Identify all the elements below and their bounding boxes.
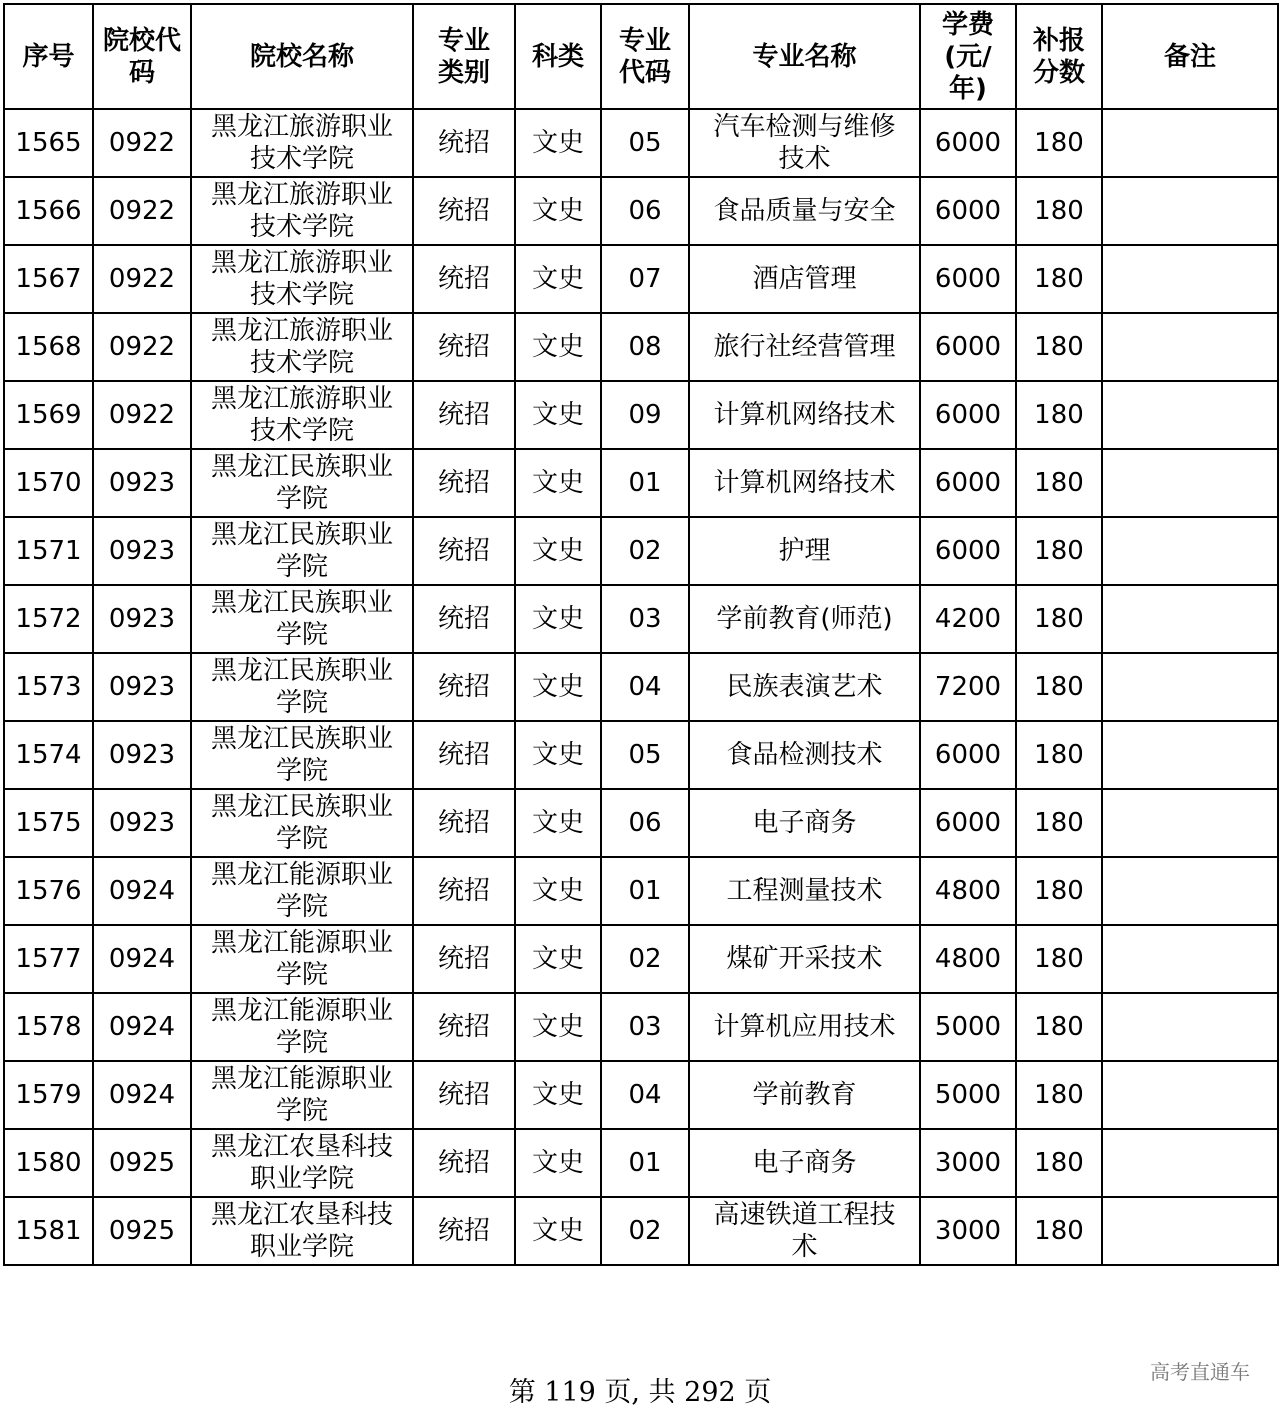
cell-note — [1102, 653, 1278, 721]
cell-seq: 1575 — [4, 789, 93, 857]
cell-score: 180 — [1016, 993, 1102, 1061]
cell-major-code: 03 — [601, 993, 689, 1061]
table-body — [4, 109, 1278, 1265]
cell-major-code: 01 — [601, 449, 689, 517]
cell-fee: 5000 — [920, 993, 1016, 1061]
header-line: 备注 — [1163, 41, 1216, 72]
cell-school-name-line: 学院 — [275, 1028, 328, 1058]
cell-score: 180 — [1016, 721, 1102, 789]
cell-school-name — [191, 381, 413, 449]
header-major-name — [689, 4, 920, 109]
header-line: 代码 — [618, 57, 671, 88]
cell-school-name — [191, 1197, 413, 1265]
cell-fee: 6000 — [920, 109, 1016, 177]
cell-category: 文史 — [515, 109, 601, 177]
cell-school-code: 0922 — [93, 109, 191, 177]
cell-note — [1102, 721, 1278, 789]
cell-note — [1102, 925, 1278, 993]
cell-major-name — [689, 721, 920, 789]
cell-category: 文史 — [515, 1061, 601, 1129]
cell-category: 文史 — [515, 449, 601, 517]
cell-school-name — [191, 517, 413, 585]
cell-score: 180 — [1016, 585, 1102, 653]
cell-major-name — [689, 177, 920, 245]
cell-note — [1102, 789, 1278, 857]
table-row — [4, 449, 1278, 517]
cell-score: 180 — [1016, 1197, 1102, 1265]
cell-major-code: 09 — [601, 381, 689, 449]
cell-fee: 4200 — [920, 585, 1016, 653]
cell-school-name — [191, 109, 413, 177]
cell-school-code: 0923 — [93, 721, 191, 789]
cell-seq: 1568 — [4, 313, 93, 381]
cell-note — [1102, 585, 1278, 653]
cell-category: 文史 — [515, 993, 601, 1061]
cell-category: 文史 — [515, 313, 601, 381]
cell-major-type: 统招 — [413, 585, 515, 653]
cell-seq: 1581 — [4, 1197, 93, 1265]
cell-note — [1102, 313, 1278, 381]
cell-major-type: 统招 — [413, 245, 515, 313]
cell-major-type: 统招 — [413, 1197, 515, 1265]
cell-major-code: 07 — [601, 245, 689, 313]
cell-school-name-line: 黑龙江民族职业 — [210, 588, 393, 618]
cell-major-code: 04 — [601, 1061, 689, 1129]
cell-seq: 1567 — [4, 245, 93, 313]
cell-category: 文史 — [515, 381, 601, 449]
cell-major-code: 06 — [601, 789, 689, 857]
cell-major-name-line: 学前教育 — [752, 1080, 857, 1110]
cell-score: 180 — [1016, 517, 1102, 585]
cell-school-name — [191, 993, 413, 1061]
cell-seq: 1570 — [4, 449, 93, 517]
header-line: 科类 — [531, 41, 584, 72]
cell-major-name-line: 酒店管理 — [752, 264, 857, 294]
cell-school-code: 0924 — [93, 857, 191, 925]
page-footer: 第 119 页, 共 292 页 — [508, 1377, 772, 1408]
cell-major-name — [689, 653, 920, 721]
cell-seq: 1565 — [4, 109, 93, 177]
cell-note — [1102, 1197, 1278, 1265]
cell-major-name — [689, 925, 920, 993]
cell-school-name — [191, 177, 413, 245]
cell-school-name-line: 黑龙江能源职业 — [210, 860, 393, 890]
cell-school-name-line: 黑龙江民族职业 — [210, 792, 393, 822]
cell-seq: 1569 — [4, 381, 93, 449]
cell-school-name — [191, 585, 413, 653]
cell-school-name-line: 学院 — [275, 688, 328, 718]
cell-school-name-line: 黑龙江旅游职业 — [210, 248, 393, 278]
cell-major-name-line: 民族表演艺术 — [726, 672, 883, 702]
cell-category: 文史 — [515, 925, 601, 993]
cell-major-name-line: 食品质量与安全 — [713, 196, 896, 226]
cell-seq: 1566 — [4, 177, 93, 245]
table-row — [4, 1197, 1278, 1265]
cell-school-name-line: 学院 — [275, 892, 328, 922]
cell-school-name — [191, 721, 413, 789]
cell-major-name-line: 工程测量技术 — [726, 876, 883, 906]
cell-fee: 6000 — [920, 517, 1016, 585]
cell-category: 文史 — [515, 789, 601, 857]
cell-note — [1102, 109, 1278, 177]
cell-note — [1102, 177, 1278, 245]
cell-school-name-line: 黑龙江农垦科技 — [210, 1132, 393, 1162]
cell-school-code: 0925 — [93, 1197, 191, 1265]
table-row — [4, 857, 1278, 925]
cell-school-name-line: 黑龙江旅游职业 — [210, 384, 393, 414]
cell-seq: 1578 — [4, 993, 93, 1061]
table-row — [4, 313, 1278, 381]
header-note — [1102, 4, 1278, 109]
cell-school-name — [191, 653, 413, 721]
cell-school-code: 0923 — [93, 653, 191, 721]
cell-school-name — [191, 313, 413, 381]
cell-school-name-line: 黑龙江旅游职业 — [210, 180, 393, 210]
cell-school-name — [191, 857, 413, 925]
cell-major-name-line: 术 — [791, 1232, 818, 1262]
cell-school-name — [191, 789, 413, 857]
cell-score: 180 — [1016, 1061, 1102, 1129]
table-row — [4, 925, 1278, 993]
cell-school-name-line: 学院 — [275, 484, 328, 514]
cell-score: 180 — [1016, 313, 1102, 381]
header-category — [515, 4, 601, 109]
cell-fee: 6000 — [920, 177, 1016, 245]
cell-major-type: 统招 — [413, 109, 515, 177]
cell-note — [1102, 857, 1278, 925]
header-line: 类别 — [437, 57, 490, 88]
cell-major-name — [689, 1197, 920, 1265]
cell-school-name-line: 黑龙江能源职业 — [210, 1064, 393, 1094]
table-row — [4, 993, 1278, 1061]
header-line: 年) — [949, 73, 987, 104]
cell-school-name-line: 技术学院 — [249, 280, 354, 310]
table-row — [4, 177, 1278, 245]
cell-category: 文史 — [515, 653, 601, 721]
cell-seq: 1577 — [4, 925, 93, 993]
cell-score: 180 — [1016, 925, 1102, 993]
cell-school-code: 0924 — [93, 925, 191, 993]
cell-fee: 6000 — [920, 381, 1016, 449]
cell-major-type: 统招 — [413, 313, 515, 381]
admission-table — [3, 3, 1279, 1266]
cell-category: 文史 — [515, 857, 601, 925]
table-row — [4, 721, 1278, 789]
cell-major-name — [689, 517, 920, 585]
cell-major-name — [689, 1129, 920, 1197]
cell-school-code: 0923 — [93, 449, 191, 517]
cell-major-type: 统招 — [413, 1061, 515, 1129]
cell-school-code: 0922 — [93, 177, 191, 245]
cell-note — [1102, 517, 1278, 585]
cell-school-code: 0923 — [93, 585, 191, 653]
cell-school-name — [191, 1129, 413, 1197]
cell-school-code: 0925 — [93, 1129, 191, 1197]
header-major-code — [601, 4, 689, 109]
cell-score: 180 — [1016, 857, 1102, 925]
cell-major-name-line: 计算机网络技术 — [713, 400, 896, 430]
cell-major-name-line: 高速铁道工程技 — [713, 1200, 896, 1230]
cell-note — [1102, 245, 1278, 313]
header-line: 补报 — [1032, 25, 1085, 56]
cell-school-name — [191, 245, 413, 313]
header-school-name — [191, 4, 413, 109]
header-line: 专业 — [437, 25, 490, 56]
cell-category: 文史 — [515, 585, 601, 653]
cell-school-name — [191, 449, 413, 517]
cell-seq: 1579 — [4, 1061, 93, 1129]
cell-school-name-line: 学院 — [275, 824, 328, 854]
cell-major-name — [689, 993, 920, 1061]
cell-major-code: 01 — [601, 857, 689, 925]
cell-school-name — [191, 1061, 413, 1129]
cell-fee: 6000 — [920, 449, 1016, 517]
cell-major-type: 统招 — [413, 381, 515, 449]
cell-major-name-line: 学前教育(师范) — [716, 604, 893, 634]
table-row — [4, 1129, 1278, 1197]
cell-major-type: 统招 — [413, 925, 515, 993]
cell-fee: 3000 — [920, 1197, 1016, 1265]
cell-major-type: 统招 — [413, 449, 515, 517]
cell-fee: 7200 — [920, 653, 1016, 721]
cell-category: 文史 — [515, 517, 601, 585]
header-line: 学费 — [941, 9, 994, 40]
cell-school-name-line: 黑龙江民族职业 — [210, 520, 393, 550]
cell-major-type: 统招 — [413, 993, 515, 1061]
cell-school-code: 0922 — [93, 245, 191, 313]
cell-seq: 1573 — [4, 653, 93, 721]
cell-school-name-line: 黑龙江民族职业 — [210, 452, 393, 482]
cell-major-name-line: 电子商务 — [752, 808, 857, 838]
cell-fee: 6000 — [920, 245, 1016, 313]
cell-fee: 4800 — [920, 857, 1016, 925]
cell-score: 180 — [1016, 1129, 1102, 1197]
cell-seq: 1571 — [4, 517, 93, 585]
table-row — [4, 109, 1278, 177]
cell-school-name-line: 黑龙江农垦科技 — [210, 1200, 393, 1230]
cell-major-type: 统招 — [413, 857, 515, 925]
header-line: 院校代 — [102, 25, 181, 56]
cell-note — [1102, 1129, 1278, 1197]
cell-major-type: 统招 — [413, 1129, 515, 1197]
cell-fee: 6000 — [920, 789, 1016, 857]
cell-school-name-line: 黑龙江能源职业 — [210, 928, 393, 958]
table-row — [4, 517, 1278, 585]
cell-major-name — [689, 109, 920, 177]
cell-school-name-line: 技术学院 — [249, 348, 354, 378]
cell-major-name-line: 旅行社经营管理 — [713, 332, 896, 362]
table-header-row — [4, 4, 1278, 109]
cell-note — [1102, 993, 1278, 1061]
cell-school-name-line: 黑龙江旅游职业 — [210, 112, 393, 142]
cell-major-name-line: 计算机应用技术 — [713, 1012, 896, 1042]
cell-school-name-line: 黑龙江旅游职业 — [210, 316, 393, 346]
cell-major-name — [689, 381, 920, 449]
cell-seq: 1576 — [4, 857, 93, 925]
cell-note — [1102, 449, 1278, 517]
header-major-type — [413, 4, 515, 109]
cell-major-name-line: 煤矿开采技术 — [726, 944, 883, 974]
cell-school-name-line: 技术学院 — [249, 212, 354, 242]
cell-category: 文史 — [515, 721, 601, 789]
header-seq — [4, 4, 93, 109]
cell-school-name-line: 职业学院 — [249, 1164, 354, 1194]
cell-score: 180 — [1016, 245, 1102, 313]
header-line: 专业 — [618, 25, 671, 56]
cell-major-name — [689, 585, 920, 653]
cell-seq: 1572 — [4, 585, 93, 653]
cell-major-code: 05 — [601, 109, 689, 177]
cell-seq: 1574 — [4, 721, 93, 789]
cell-major-code: 08 — [601, 313, 689, 381]
cell-score: 180 — [1016, 109, 1102, 177]
cell-fee: 6000 — [920, 721, 1016, 789]
cell-category: 文史 — [515, 1129, 601, 1197]
table-row — [4, 1061, 1278, 1129]
header-line: 分数 — [1032, 57, 1085, 88]
cell-major-name-line: 食品检测技术 — [726, 740, 883, 770]
header-line: 序号 — [22, 41, 75, 72]
cell-category: 文史 — [515, 1197, 601, 1265]
cell-fee: 3000 — [920, 1129, 1016, 1197]
cell-major-code: 02 — [601, 1197, 689, 1265]
header-school-code — [93, 4, 191, 109]
cell-major-name — [689, 1061, 920, 1129]
cell-major-type: 统招 — [413, 653, 515, 721]
cell-major-name-line: 护理 — [778, 536, 831, 566]
cell-major-code: 01 — [601, 1129, 689, 1197]
table-row — [4, 789, 1278, 857]
header-line: 专业名称 — [752, 41, 857, 72]
table-row — [4, 245, 1278, 313]
cell-major-type: 统招 — [413, 517, 515, 585]
cell-school-name-line: 学院 — [275, 620, 328, 650]
cell-major-code: 06 — [601, 177, 689, 245]
cell-school-name-line: 技术学院 — [249, 416, 354, 446]
table-row — [4, 585, 1278, 653]
header-score — [1016, 4, 1102, 109]
header-fee — [920, 4, 1016, 109]
table-row — [4, 381, 1278, 449]
cell-school-name-line: 学院 — [275, 756, 328, 786]
cell-major-code: 02 — [601, 517, 689, 585]
cell-major-name-line: 计算机网络技术 — [713, 468, 896, 498]
cell-school-code: 0924 — [93, 993, 191, 1061]
cell-major-name-line: 技术 — [778, 144, 831, 174]
cell-category: 文史 — [515, 177, 601, 245]
cell-seq: 1580 — [4, 1129, 93, 1197]
cell-major-name-line: 电子商务 — [752, 1148, 857, 1178]
cell-category: 文史 — [515, 245, 601, 313]
cell-major-type: 统招 — [413, 789, 515, 857]
cell-school-code: 0923 — [93, 517, 191, 585]
cell-school-code: 0922 — [93, 381, 191, 449]
cell-major-code: 05 — [601, 721, 689, 789]
cell-fee: 4800 — [920, 925, 1016, 993]
cell-fee: 5000 — [920, 1061, 1016, 1129]
cell-school-name-line: 技术学院 — [249, 144, 354, 174]
cell-major-name — [689, 245, 920, 313]
cell-major-code: 04 — [601, 653, 689, 721]
cell-major-name — [689, 313, 920, 381]
cell-school-name-line: 黑龙江能源职业 — [210, 996, 393, 1026]
cell-note — [1102, 381, 1278, 449]
cell-note — [1102, 1061, 1278, 1129]
cell-school-name-line: 黑龙江民族职业 — [210, 724, 393, 754]
cell-major-code: 02 — [601, 925, 689, 993]
cell-school-name — [191, 925, 413, 993]
cell-major-name — [689, 857, 920, 925]
cell-school-code: 0924 — [93, 1061, 191, 1129]
cell-major-name — [689, 449, 920, 517]
table-row — [4, 653, 1278, 721]
cell-major-code: 03 — [601, 585, 689, 653]
cell-school-name-line: 学院 — [275, 1096, 328, 1126]
cell-major-name — [689, 789, 920, 857]
cell-major-type: 统招 — [413, 721, 515, 789]
cell-score: 180 — [1016, 789, 1102, 857]
cell-school-name-line: 黑龙江民族职业 — [210, 656, 393, 686]
cell-school-name-line: 职业学院 — [249, 1232, 354, 1262]
cell-fee: 6000 — [920, 313, 1016, 381]
cell-school-name-line: 学院 — [275, 552, 328, 582]
cell-school-code: 0923 — [93, 789, 191, 857]
cell-score: 180 — [1016, 177, 1102, 245]
cell-school-code: 0922 — [93, 313, 191, 381]
cell-score: 180 — [1016, 449, 1102, 517]
cell-major-name-line: 汽车检测与维修 — [713, 112, 896, 142]
header-line: (元/ — [944, 41, 992, 72]
header-line: 码 — [128, 57, 155, 88]
cell-major-type: 统招 — [413, 177, 515, 245]
admission-table-container — [3, 3, 1277, 1266]
cell-school-name-line: 学院 — [275, 960, 328, 990]
header-line: 院校名称 — [249, 41, 354, 72]
watermark-text: 高考直通车 — [1150, 1360, 1250, 1384]
cell-score: 180 — [1016, 381, 1102, 449]
cell-score: 180 — [1016, 653, 1102, 721]
